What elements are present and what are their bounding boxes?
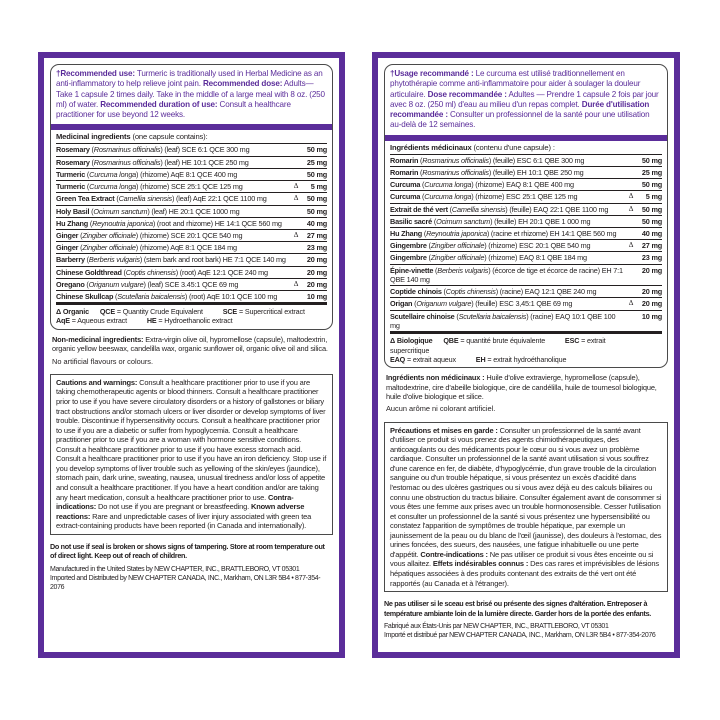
eaq-key: EAQ (390, 354, 406, 364)
adverse-text: Rare and unpredictable cases of liver injury associated with green tea extract-containing products have been reported (in Canada and internationally). (56, 511, 312, 531)
manufacturer-info (50, 561, 333, 593)
adverse-text-fr: Des cas rares et imprévisibles de lésions hépatiques associées à des produits contenant des extraits de thé vert ont été rapportés (au Canada et à l'étranger). (390, 559, 659, 588)
ingredient-row (56, 230, 327, 242)
english-label-panel (38, 52, 345, 658)
common-name: Épine-vinette (390, 265, 434, 275)
extract-detail: (leaf) SCE 6:1 QCE 300 mg (164, 145, 250, 155)
ingredient-name: Gingembre (Zingiber officinale) (rhizome) EAQ 8:1 QBE 184 mg (390, 253, 587, 263)
latin-name: Curcuma longa (424, 192, 472, 202)
manufacturer-info-fr (384, 618, 668, 640)
organic-icon: Δ (293, 230, 299, 239)
duration-body: Consult a healthcare practitioner for use beyond 12 weeks. (56, 99, 291, 120)
ingredient-row (390, 216, 662, 228)
extract-detail: (feuille) EAQ 22:1 QBE 1100 mg (509, 204, 609, 214)
extract-detail: (écorce de tige et écorce de racine) EH 7:1 QBE 140 mg (390, 265, 623, 285)
amount: 10 mg (306, 291, 327, 301)
contra-text-fr: Ne pas utiliser ce produit si vous êtes enceinte ou si vous allaitez. (390, 549, 654, 569)
ingredient-row (390, 240, 662, 252)
duration-label-fr: Durée d'utilisation recommandée : (390, 99, 650, 120)
common-name: Origan (390, 299, 413, 309)
amount: 27 mg (641, 241, 662, 251)
latin-name: Curcuma longa (89, 182, 137, 192)
ingredient-name: Gingembre (Zingiber officinale) (rhizome) ESC 20:1 QBE 540 mg (390, 241, 591, 251)
organic-icon: Δ (628, 241, 634, 250)
latin-name: Reynoutria japonica (426, 229, 487, 238)
common-name: Extrait de thé vert (390, 204, 448, 214)
medicinal-header-label: Medicinal ingredients (56, 132, 131, 142)
qce-value: = Quantity Crude Equivalent (114, 307, 203, 317)
common-name: Barberry (56, 255, 85, 265)
extract-detail: (root) AqE 10:1 QCE 100 mg (188, 291, 278, 301)
recommended-use-box-fr (384, 64, 668, 368)
common-name: Curcuma (390, 180, 421, 190)
eh-key: EH (475, 354, 486, 364)
latin-name: Curcuma longa (89, 169, 137, 179)
ingredient-name: Rosemary (Rosmarinus officinalis) (leaf) SCE 6:1 QCE 300 mg (56, 145, 250, 155)
aqe-key: AqE (56, 316, 70, 326)
manufactured-line-fr: Fabriqué aux États-Unis par NEW CHAPTER, INC., BRATTLEBORO, VT 05301 (384, 623, 609, 631)
ingredient-row (56, 193, 327, 205)
recommended-use-body-fr: Le curcuma est utilisé traditionnellement en phytothérapie comme anti-inflammatoire pour aider à soulager la douleur articulaire. (390, 69, 641, 99)
amount: 20 mg (306, 279, 327, 289)
common-name: Gingembre (390, 253, 427, 263)
latin-name: Coptis chinensis (445, 287, 496, 297)
ingredient-name: Chinese Skullcap (Scutellaria baicalensis) (root) AqE 10:1 QCE 100 mg (56, 291, 278, 301)
imported-line-fr: Importé et distribué par NEW CHAPTER CANADA, INC., Markham, ON L3R 5B4 • 877-354-2076 (384, 632, 656, 640)
no-artificial-note-fr: Aucun arôme ni colorant artificiel. (386, 404, 496, 414)
common-name: Ginger (56, 230, 79, 240)
ingredient-row (56, 267, 327, 279)
common-name: Oregano (56, 279, 85, 289)
extract-detail: (rhizome) EAQ 8:1 QBE 400 mg (475, 180, 574, 190)
common-name: Hu Zhang (56, 218, 89, 228)
recommended-use-label-fr: †Usage recommandé : (390, 69, 474, 78)
latin-name: Curcuma longa (424, 180, 472, 190)
eaq-value: = extrait aqueux (405, 354, 456, 364)
common-name: Ginger (56, 243, 79, 253)
dose-label: Recommended dose: (202, 79, 283, 89)
extract-detail: (leaf) AqE 22:1 QCE 1100 mg (176, 194, 267, 204)
he-key: HE (146, 316, 157, 326)
amount: 50 mg (306, 169, 327, 179)
qbe-key: QBE (443, 336, 459, 346)
ingredient-row (56, 157, 327, 169)
latin-name: Reynoutria japonica (92, 218, 153, 228)
extract-detail: (root and rhizome) HE 14:1 QCE 560 mg (156, 218, 282, 228)
extract-detail: (root) AqE 12:1 QCE 240 mg (179, 267, 268, 277)
latin-name: Scutellaria baicalensis (458, 311, 527, 321)
ingredient-row (390, 155, 662, 167)
common-name: Basilic sacré (390, 216, 433, 226)
esc-value: = extrait supercritique (390, 336, 606, 355)
ingredient-name: Extrait de thé vert (Camellia sinensis) (feuille) EAQ 22:1 QBE 1100 mg (390, 204, 609, 214)
ingredient-row (56, 291, 327, 305)
organic-icon: Δ (628, 192, 634, 201)
medicinal-ingredients-header-fr (390, 143, 662, 155)
amount: 27 mg (306, 230, 327, 240)
recommended-use-text-fr (390, 69, 662, 131)
extract-detail: (rhizome) ESC 20:1 QBE 540 mg (488, 241, 591, 251)
extract-detail: (rhizome) SCE 25:1 QCE 125 mg (140, 182, 243, 192)
extract-detail: (rhizome) SCE 20:1 QCE 540 mg (139, 230, 243, 240)
storage-warning-fr: Ne pas utiliser si le sceau est brisé ou présente des signes d'altération. Entreposer à température ambiante loin de la lumière directe. Garder hors de la portée des enfants. (384, 599, 651, 618)
extract-detail: (feuille) EH 20:1 QBE 1 000 mg (494, 216, 591, 226)
recommended-use-body: Turmeric is traditionally used in Herbal Medicine as an anti-inflammatory to help relieve joint pain. (56, 69, 323, 89)
organic-icon: Δ (628, 299, 634, 308)
qce-key: QCE (99, 307, 115, 317)
amount: 23 mg (306, 243, 327, 253)
ingredient-name: Curcuma (Curcuma longa) (rhizome) EAQ 8:1 QBE 400 mg (390, 180, 574, 190)
amount: 50 mg (641, 216, 662, 226)
manufactured-line: Manufactured in the United States by NEW CHAPTER, INC., BRATTLEBORO, VT 05301 (50, 565, 300, 573)
divider-bar (51, 124, 332, 130)
ingredient-name: Scutellaire chinoise (Scutellaria baicalensis) (racine) EAQ 10:1 QBE 100 mg (390, 311, 616, 331)
ingredient-name: Holy Basil (Ocimum sanctum) (leaf) HE 20:1 QCE 1000 mg (56, 206, 240, 216)
non-medicinal-label: Non-medicinal ingredients: (52, 334, 144, 344)
ingredient-name: Hu Zhang (Reynoutria japonica) (racine et rhizome) EH 14:1 QBE 560 mg (390, 229, 617, 238)
esc-key: ESC (564, 336, 580, 346)
dose-body-fr: Adultes — Prendre 1 capsule 2 fois par jour avec 8 oz. (250 ml) d'eau au milieu d'un repas complet. (390, 89, 659, 109)
extract-detail: (leaf) HE 20:1 QCE 1000 mg (151, 206, 240, 216)
amount: 50 mg (306, 194, 327, 204)
common-name: Holy Basil (56, 206, 90, 216)
ingredient-row (56, 279, 327, 291)
latin-name: Coptis chinensis (125, 267, 176, 277)
non-medicinal-ingredients (50, 330, 333, 354)
ingredient-row (390, 191, 662, 203)
divider-bar-fr (385, 135, 667, 141)
ingredient-name: Romarin (Rosmarinus officinalis) (feuille) EH 10:1 QBE 250 mg (390, 167, 584, 177)
latin-name: Camellia sinensis (118, 194, 172, 204)
common-name: Turmeric (56, 182, 86, 192)
cautions-box-fr (384, 422, 668, 592)
amount: 20 mg (306, 255, 327, 265)
ingredient-name: Curcuma (Curcuma longa) (rhizome) ESC 25:1 QBE 125 mg (390, 192, 578, 202)
latin-name: Berberis vulgaris (88, 255, 140, 265)
storage-warning: Do not use if seal is broken or shows signs of tampering. Store at room temperature out of direct light. Keep out of reach of children. (50, 541, 325, 561)
qbe-value: = quantité brute équivalente (458, 336, 546, 346)
he-value: = Hydroethanolic extract (156, 316, 233, 326)
dose-body: Adults—Take 1 capsule 2 times daily. Take in the middle of a large meal with 8 oz. (250 ml) of water. (56, 79, 325, 109)
duration-body-fr: Consulter un professionnel de la santé pour une utilisation au-delà de 12 semaines. (390, 110, 650, 130)
common-name: Coptide chinois (390, 287, 442, 297)
recommended-use-text (56, 69, 327, 120)
contra-text: Do not use if you are pregnant or breastfeeding. (96, 502, 251, 512)
latin-name: Zingiber officinale (82, 243, 136, 253)
contra-label: Contra-indications: (56, 492, 294, 512)
amount: 40 mg (306, 218, 327, 228)
amount: 40 mg (641, 229, 662, 238)
non-medicinal-label-fr: Ingrédients non médicinaux : (386, 373, 485, 383)
ingredient-name: Ginger (Zingiber officinale) (rhizome) SCE 20:1 QCE 540 mg (56, 230, 243, 240)
sce-key: SCE (222, 307, 238, 317)
imported-line: Imported and Distributed by NEW CHAPTER CANADA, INC., Markham, ON L3R 5B4 • 877-354-2076 (50, 574, 321, 592)
amount: 25 mg (641, 167, 662, 177)
common-name: Curcuma (390, 192, 421, 202)
medicinal-header-label-fr: Ingrédients médicinaux (390, 142, 472, 152)
ingredient-row (390, 298, 662, 310)
latin-name: Zingiber officinale (82, 230, 136, 240)
ingredient-row (390, 228, 662, 240)
amount: 50 mg (641, 180, 662, 190)
organic-icon: Δ (293, 194, 299, 203)
no-artificial-note: No artificial flavours or colours. (52, 356, 154, 366)
ingredient-table-fr (390, 155, 662, 334)
amount: 20 mg (641, 265, 662, 275)
ingredient-row (390, 167, 662, 179)
medicinal-ingredients-header (56, 132, 327, 144)
ingredient-name: Turmeric (Curcuma longa) (rhizome) AqE 8:1 QCE 400 mg (56, 169, 238, 179)
amount: 50 mg (641, 155, 662, 165)
amount: 5 mg (310, 182, 327, 192)
common-name: Romarin (390, 167, 419, 177)
french-label-panel (372, 52, 680, 658)
amount: 20 mg (641, 287, 662, 297)
amount: 20 mg (641, 299, 662, 309)
ingredient-name: Barberry (Berberis vulgaris) (stem bark and root bark) HE 7:1 QCE 140 mg (56, 255, 286, 265)
non-medicinal-text: Extra-virgin olive oil, hypromellose (capsule), maltodextrin, organic yellow beeswax, candelilla wax, organic sunflower oil, organic olive oil and silica. (52, 334, 328, 354)
recommended-use-box (50, 64, 333, 330)
ingredient-name: Chinese Goldthread (Coptis chinensis) (root) AqE 12:1 QCE 240 mg (56, 267, 268, 277)
common-name: Scutellaire chinoise (390, 311, 455, 321)
ingredient-row (56, 242, 327, 254)
extract-detail: (rhizome) ESC 25:1 QBE 125 mg (475, 192, 578, 202)
abbreviation-legend (56, 305, 327, 326)
extract-detail: (rhizome) EAQ 8:1 QBE 184 mg (488, 253, 587, 263)
extract-detail: (stem bark and root bark) HE 7:1 QCE 140 mg (143, 255, 286, 265)
amount: 50 mg (641, 204, 662, 214)
common-name: Chinese Goldthread (56, 267, 122, 277)
common-name: Green Tea Extract (56, 194, 115, 204)
cautions-label-fr: Précautions et mises en garde : (390, 425, 498, 435)
extract-detail: (rhizome) AqE 8:1 QCE 400 mg (140, 169, 238, 179)
ingredient-row (56, 218, 327, 230)
amount: 25 mg (306, 157, 327, 167)
organic-key-fr: Δ Biologique (390, 336, 433, 346)
ingredient-row (56, 181, 327, 193)
ingredient-name: Coptide chinois (Coptis chinensis) (racine) EAQ 12:1 QBE 240 mg (390, 287, 597, 297)
organic-icon: Δ (628, 204, 634, 213)
latin-name: Origanum vulgare (416, 299, 472, 309)
common-name: Gingembre (390, 241, 427, 251)
latin-name: Zingiber officinale (430, 253, 485, 263)
organic-icon: Δ (293, 279, 299, 288)
extract-detail: (feuille) ESC 6:1 QBE 300 mg (492, 155, 585, 165)
aqe-value: = Aqueous extract (69, 316, 127, 326)
ingredient-name: Turmeric (Curcuma longa) (rhizome) SCE 25:1 QCE 125 mg (56, 182, 243, 192)
ingredient-name: Ginger (Zingiber officinale) (rhizome) AqE 8:1 QCE 184 mg (56, 243, 237, 253)
cautions-text: Consult a healthcare practitioner prior to use if you are taking chemotherapeutic agents or blood thinners. Consult a healthcare practitioner prior to use if you have severe circulatory disorders or a history of gallstones or biliary tract obstructions and/or stomach ulcers or liver disorder or develop symptoms of liver trouble. Discontinue if hypersensitivity occurs. Consult a healthcare practitioner prior to use if you are a diabetic or suffer from hypoglycemia. Consult a healthcare practitioner prior to use if you are a woman with hormone sensitive conditions. Consult a healthcare practitioner prior to use if you have excess stomach acid. Consult a healthcare practitioner prior to use if you have an iron deficiency. Stop use if you develop symptoms of liver trouble such as yellowing of the skin/eyes (jaundice), stomach pain, dark urine, sweating, nausea, unusual tiredness and/or loss of appetite and consult a healthcare practitioner. If you have a heart condition and/or are taking any heart medication, consult a healthcare practitioner prior to use. (56, 377, 327, 502)
ingredient-row (390, 265, 662, 287)
adverse-label-fr: Effets indésirables connus : (432, 559, 529, 569)
latin-name: Zingiber officinale (430, 241, 485, 251)
latin-name: Rosmarinus officinalis (93, 145, 161, 155)
non-medicinal-ingredients-fr (384, 368, 668, 401)
ingredient-name: Épine-vinette (Berberis vulgaris) (écorce de tige et écorce de racine) EH 7:1 QBE 140 mg (390, 265, 623, 285)
amount: 50 mg (306, 206, 327, 216)
amount: 50 mg (306, 145, 327, 155)
ingredient-name: Rosemary (Rosmarinus officinalis) (leaf) HE 10:1 QCE 250 mg (56, 157, 249, 167)
extract-detail: (racine) EAQ 10:1 QBE 100 mg (390, 311, 616, 331)
latin-name: Rosmarinus officinalis (422, 155, 489, 165)
ingredient-row (390, 179, 662, 191)
ingredient-row (390, 252, 662, 264)
extract-detail: (rhizome) AqE 8:1 QCE 184 mg (139, 243, 237, 253)
ingredient-name: Romarin (Rosmarinus officinalis) (feuille) ESC 6:1 QBE 300 mg (390, 155, 585, 165)
ingredient-name: Green Tea Extract (Camellia sinensis) (leaf) AqE 22:1 QCE 1100 mg (56, 194, 267, 204)
organic-key: Δ Organic (56, 307, 89, 317)
latin-name: Scutellaria baicalensis (117, 291, 185, 301)
amount: 23 mg (641, 253, 662, 263)
common-name: Romarin (390, 155, 419, 165)
common-name: Rosemary (56, 157, 90, 167)
adverse-label: Known adverse reactions: (56, 502, 305, 521)
eh-value: = extrait hydroéthanolique (485, 354, 567, 364)
ingredient-row (390, 311, 662, 335)
ingredient-row (390, 204, 662, 216)
medicinal-header-suffix: (one capsule contains): (130, 132, 208, 142)
extract-detail: (leaf) HE 10:1 QCE 250 mg (164, 157, 249, 167)
amount: 20 mg (306, 267, 327, 277)
common-name: Chinese Skullcap (56, 291, 114, 301)
ingredient-name: Origan (Origanum vulgare) (feuille) ESC 3,45:1 QBE 69 mg (390, 299, 573, 309)
duration-label: Recommended duration of use: (100, 99, 218, 109)
latin-name: Berberis vulgaris (437, 265, 489, 275)
ingredient-row (56, 144, 327, 156)
ingredient-row (56, 206, 327, 218)
latin-name: Origanum vulgare (88, 279, 144, 289)
non-medicinal-text-fr: Huile d'olive extravierge, hypromellose (capsule), maltodextrine, cire d'abeille biologique, cire de candélilla, huile de tournesol biologique, huile d'olive biologique et silice. (386, 373, 657, 401)
recommended-use-label: †Recommended use: (56, 69, 135, 78)
common-name: Turmeric (56, 169, 86, 179)
extract-detail: (feuille) ESC 3,45:1 QBE 69 mg (475, 299, 573, 309)
medicinal-header-suffix-fr: (contenu d'une capsule) : (471, 142, 555, 152)
ingredient-row (56, 169, 327, 181)
latin-name: Ocimum sanctum (436, 216, 491, 226)
extract-detail: (racine) EAQ 12:1 QBE 240 mg (499, 287, 597, 297)
ingredient-name: Basilic sacré (Ocimum sanctum) (feuille) EH 20:1 QBE 1 000 mg (390, 216, 591, 226)
extract-detail: (feuille) EH 10:1 QBE 250 mg (492, 167, 584, 177)
latin-name: Camellia sinensis (451, 204, 506, 214)
latin-name: Rosmarinus officinalis (93, 157, 161, 167)
ingredient-row (390, 286, 662, 298)
amount: 5 mg (645, 192, 662, 202)
amount: 10 mg (641, 311, 662, 321)
latin-name: Rosmarinus officinalis (422, 167, 489, 177)
cautions-label: Cautions and warnings: (56, 377, 138, 387)
cautions-box (50, 374, 333, 535)
organic-icon: Δ (293, 182, 299, 191)
contra-label-fr: Contre-indications : (420, 549, 488, 559)
ingredient-name: Hu Zhang (Reynoutria japonica) (root and rhizome) HE 14:1 QCE 560 mg (56, 218, 282, 228)
dose-label-fr: Dose recommandée : (427, 89, 507, 99)
cautions-text-fr: Consulter un professionnel de la santé avant d'utiliser ce produit si vous prenez des agents chimiothérapeutiques, des anticoagulants ou des médicaments pour le cœur ou si vous avez un problème cardiaque. Consulter un professionnel de la santé avant utilisation si vous souffrez d'une carence en fer, de diabète, d'hypoglycémie, d'un grave trouble de la circulation sanguine ou d'un trouble hépatique, si vous présentez un excès d'acidité dans l'estomac ou des ulcères gastriques ou si vous avez déjà eu des calculs biliaires ou connu une obstruction du tractus biliaire. Consulter également avant de consommer si vous êtes une femme aux prises avec un trouble hormonosensible. Cesser l'utilisation et consulter un professionnel de la santé si vous présentez une hypersensibilité ou constatez l'apparition de symptômes de trouble hépatique, par exemple un jaunissement de la peau ou du blanc de l'œil (jaunisse), des douleurs à l'estomac, des urines foncées, des sueurs, des nausées, une fatigue inhabituelle ou une perte d'appétit. (390, 425, 662, 559)
abbreviation-legend-fr (390, 334, 662, 364)
ingredient-row (56, 254, 327, 266)
extract-detail: (leaf) SCE 3.45:1 QCE 69 mg (147, 279, 239, 289)
ingredient-table (56, 144, 327, 305)
common-name: Rosemary (56, 145, 90, 155)
latin-name: Ocimum sanctum (93, 206, 148, 216)
ingredient-name: Oregano (Origanum vulgare) (leaf) SCE 3.45:1 QCE 69 mg (56, 279, 239, 289)
common-name: Hu Zhang (390, 229, 423, 238)
sce-value: = Supercritical extract (237, 307, 305, 317)
extract-detail: (racine et rhizome) EH 14:1 QBE 560 mg (490, 229, 617, 238)
